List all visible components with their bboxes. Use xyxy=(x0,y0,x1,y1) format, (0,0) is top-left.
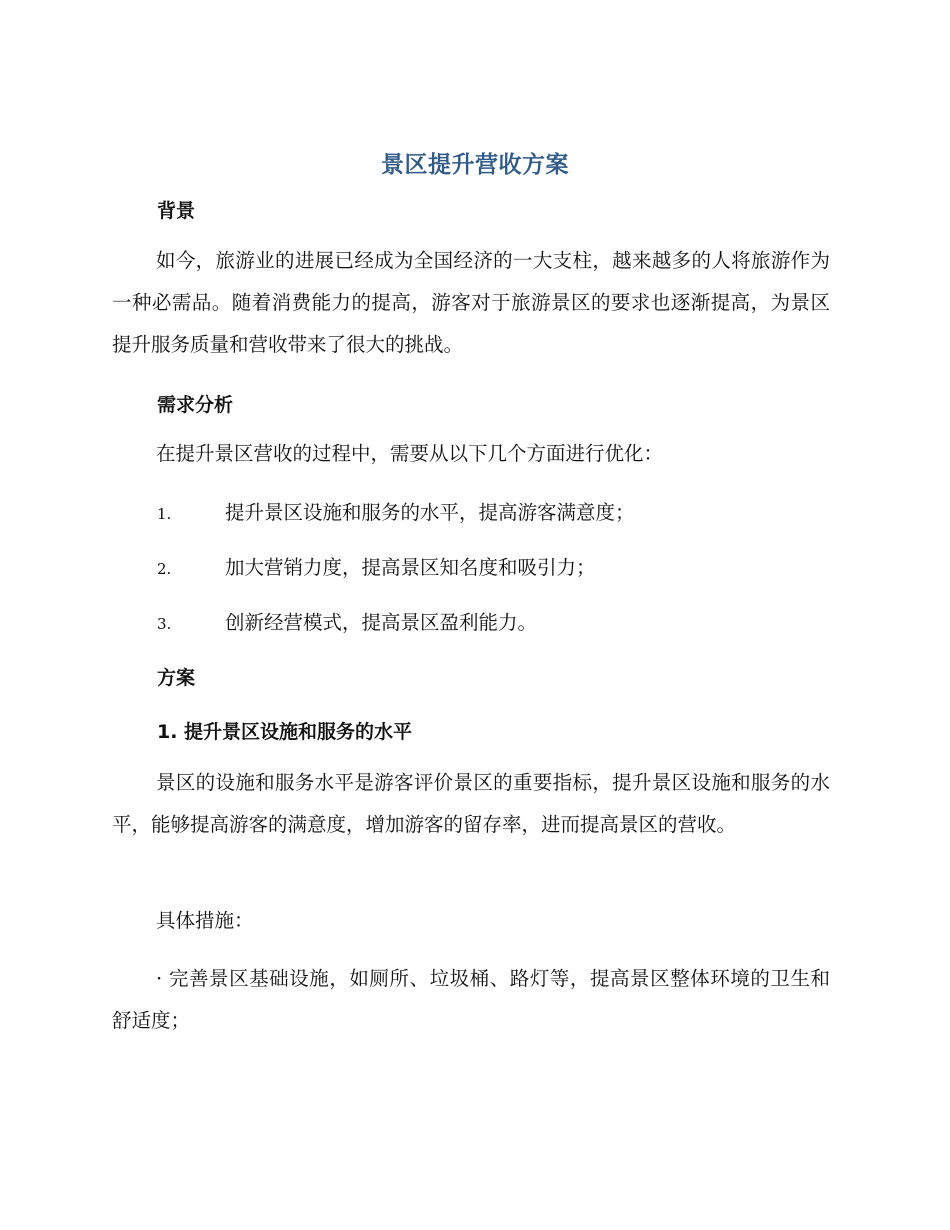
document-title: 景区提升营收方案 xyxy=(381,152,569,178)
plan-subheading-1: 1. 提升景区设施和服务的水平 xyxy=(157,721,413,743)
needs-list-item xyxy=(157,552,596,580)
list-number: 1. xyxy=(157,505,172,523)
measure-item-1: · 完善景区基础设施，如厕所、垃圾桶、路灯等，提高景区整体环境的卫生和舒适度； xyxy=(112,967,830,1032)
needs-list-item xyxy=(157,607,537,635)
plan-heading: 方案 xyxy=(157,667,196,689)
background-heading: 背景 xyxy=(157,200,196,222)
list-item-text: 加大营销力度，提高景区知名度和吸引力； xyxy=(225,556,596,579)
measures-label: 具体措施： xyxy=(156,909,254,932)
list-number: 2. xyxy=(157,560,172,578)
needs-heading: 需求分析 xyxy=(157,394,234,416)
list-item-text: 提升景区设施和服务的水平，提高游客满意度； xyxy=(225,501,635,524)
background-paragraph: 如今，旅游业的进展已经成为全国经济的一大支柱，越来越多的人将旅游作为一种必需品。随着消费能力的提高，游客对于旅游景区的要求也逐渐提高，为景区提升服务质量和营收带来了很大的挑战。 xyxy=(112,249,830,356)
needs-list-item xyxy=(157,497,635,525)
plan-sub1-paragraph: 景区的设施和服务水平是游客评价景区的重要指标，提升景区设施和服务的水平，能够提高游客的满意度，增加游客的留存率，进而提高景区的营收。 xyxy=(112,771,830,836)
list-item-text: 创新经营模式，提高景区盈利能力。 xyxy=(225,611,538,634)
needs-intro-paragraph: 在提升景区营收的过程中，需要从以下几个方面进行优化： xyxy=(156,442,664,465)
list-number: 3. xyxy=(157,615,172,633)
